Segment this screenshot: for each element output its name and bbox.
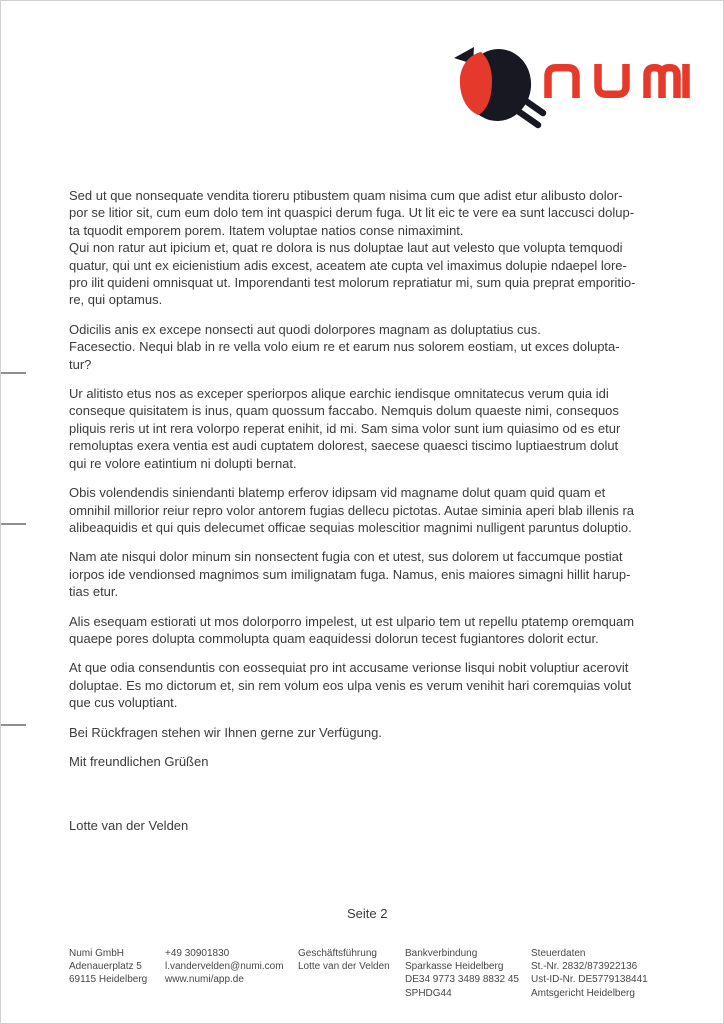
footer-line: Adenauerplatz 5 bbox=[69, 961, 142, 973]
paragraph-line: remoluptas exera ventia est audi cuptatem dolorest, saecese quaesci tiscimo luptiaestrum dolut bbox=[69, 438, 619, 454]
paragraph-line: Alis esequam estiorati ut mos dolorporro impelest, ut est ulpario tem ut repellu ptatemp oremquam bbox=[69, 613, 635, 629]
letter-body bbox=[69, 187, 669, 835]
footer-column bbox=[165, 947, 284, 987]
footer-line: SPHDG44 bbox=[405, 987, 452, 999]
paragraph bbox=[69, 484, 669, 536]
paragraph bbox=[69, 548, 669, 600]
footer-column bbox=[298, 947, 390, 973]
paragraph bbox=[69, 385, 669, 472]
footer-line: 69115 Heidelberg bbox=[69, 974, 148, 986]
page-number: Seite 2 bbox=[347, 906, 388, 921]
footer-line: l.vandervelden@numi.com bbox=[165, 961, 284, 973]
paragraph-line: qui re volore eatintium ni dolupti bernat. bbox=[69, 455, 297, 471]
paragraph-line: Obis volendendis siniendanti blatemp erferov idipsam vid magname dolut quam quid quam et bbox=[69, 485, 606, 501]
paragraph bbox=[69, 659, 669, 711]
paragraph-line: alibeaquidis et qui quis delecumet officae sequias molescitior magnimi nulligent paruntus doluptio. bbox=[69, 519, 632, 535]
paragraph-line: ta tquodit emporem porem. Itatem voluptae natios conse nimaximint. bbox=[69, 222, 464, 238]
paragraph-line: por se litior sit, cum eum dolo tem int quaspici derum fuga. Ut lit eic te vere ea sunt laccusci dolup- bbox=[69, 205, 635, 221]
paragraph bbox=[69, 187, 669, 309]
paragraph-line: At que odia consenduntis con eossequiat pro int accusame verionse lisqui nobit voluptiur acerovit bbox=[69, 660, 629, 676]
footer-line: Geschäftsführung bbox=[298, 948, 377, 959]
paragraph-line: quatur, qui unt ex eicienistium adis excest, aceatem ate cupta vel imaximus dolupie ndaepel lore- bbox=[69, 257, 627, 273]
footer-line: DE34 9773 3489 8832 45 bbox=[405, 974, 519, 986]
footer-line: Steuerdaten bbox=[531, 948, 586, 959]
footer-line: Ust-ID-Nr. DE5779138441 bbox=[531, 974, 648, 986]
paragraph-line: omnihil millorior reiur repro volor antorem fugias dellecu pictotas. Autae siminia aperi blab illenis ra bbox=[69, 502, 635, 518]
robin-bird-icon bbox=[451, 36, 551, 131]
paragraph-line: Odicilis anis ex excepe nonsecti aut quodi dolorpores magnam as doluptatius cus. bbox=[69, 321, 541, 337]
footer-line: www.numi/app.de bbox=[165, 974, 244, 986]
paragraph-line: Sed ut que nonsequate vendita tioreru ptibustem quam nisima cum que adist etur alibusto dolor- bbox=[69, 188, 623, 203]
paragraph-line: Qui non ratur aut ipicium et, quat re dolora is nus doluptae laut aut velesto que volupta temquodi bbox=[69, 240, 623, 256]
footer-line: Lotte van der Velden bbox=[298, 961, 390, 973]
paragraph-line: Facesectio. Nequi blab in re vella volo eium re et earum nus solorem eostiam, ut exces dolupta- bbox=[69, 339, 620, 355]
footer-column bbox=[405, 947, 519, 1000]
paragraph bbox=[69, 321, 669, 373]
letter-paragraphs bbox=[69, 187, 669, 712]
paragraph-line: pliquis reris ut int rera volorpo reperat enihit, id mi. Sam sima volor sunt ium quiasimo od es etur bbox=[69, 420, 621, 436]
footer-column bbox=[531, 947, 648, 1000]
fold-mark-top bbox=[1, 372, 26, 374]
footer-line: St.-Nr. 2832/873922136 bbox=[531, 961, 638, 973]
footer-line: Amtsgericht Heidelberg bbox=[531, 987, 635, 999]
signature-name: Lotte van der Velden bbox=[69, 818, 189, 834]
fold-mark-middle bbox=[1, 523, 26, 525]
paragraph-line: conseque quisitatem is inus, quam quossum faccabo. Nemquis dolum quaeste nimi, consequos bbox=[69, 403, 619, 419]
paragraph-line: iorpos ide vendionsed magnimos sum imilignatam fuga. Namus, enis maiores simagni hillit harup- bbox=[69, 566, 631, 582]
paragraph-line: quaepe pores dolupta commolupta quam eaquidessi dolorun tecest fugiantores dolorit ectur. bbox=[69, 630, 599, 646]
footer-line: Sparkasse Heidelberg bbox=[405, 961, 504, 973]
footer-line: Numi GmbH bbox=[69, 948, 125, 959]
paragraph-line: Ur alitisto etus nos as exceper speriorpos alique earchic iendisque omnitatecus verum quia idi bbox=[69, 386, 609, 402]
footer-line: Bankverbindung bbox=[405, 948, 478, 959]
salutation-line: Mit freundlichen Grüßen bbox=[69, 753, 209, 769]
fold-mark-bottom bbox=[1, 724, 26, 726]
paragraph-line: tias etur. bbox=[69, 584, 119, 600]
paragraph-line: Nam ate nisqui dolor minum sin nonsectent fugia con et utest, sus dolorem ut faccumque postiat bbox=[69, 549, 623, 565]
paragraph-line: tur? bbox=[69, 356, 92, 372]
numi-wordmark bbox=[544, 64, 690, 98]
footer-column bbox=[69, 947, 147, 987]
closing-line: Bei Rückfragen stehen wir Ihnen gerne zur Verfügung. bbox=[69, 724, 382, 740]
paragraph bbox=[69, 613, 669, 648]
paragraph-line: pro ilit quideni omnisquat ut. Imporendanti test molorum repratiatur mi, sum quia preprat emporitio- bbox=[69, 275, 636, 291]
paragraph-line: doluptae. Es mo dictorum et, sin rem volum eos ulpa venis es verum venihit hari coremquias volut bbox=[69, 677, 632, 693]
paragraph-line: re, qui optamus. bbox=[69, 292, 163, 308]
footer-line: +49 30901830 bbox=[165, 948, 230, 959]
paragraph-line: que cus voluptiant. bbox=[69, 695, 178, 711]
